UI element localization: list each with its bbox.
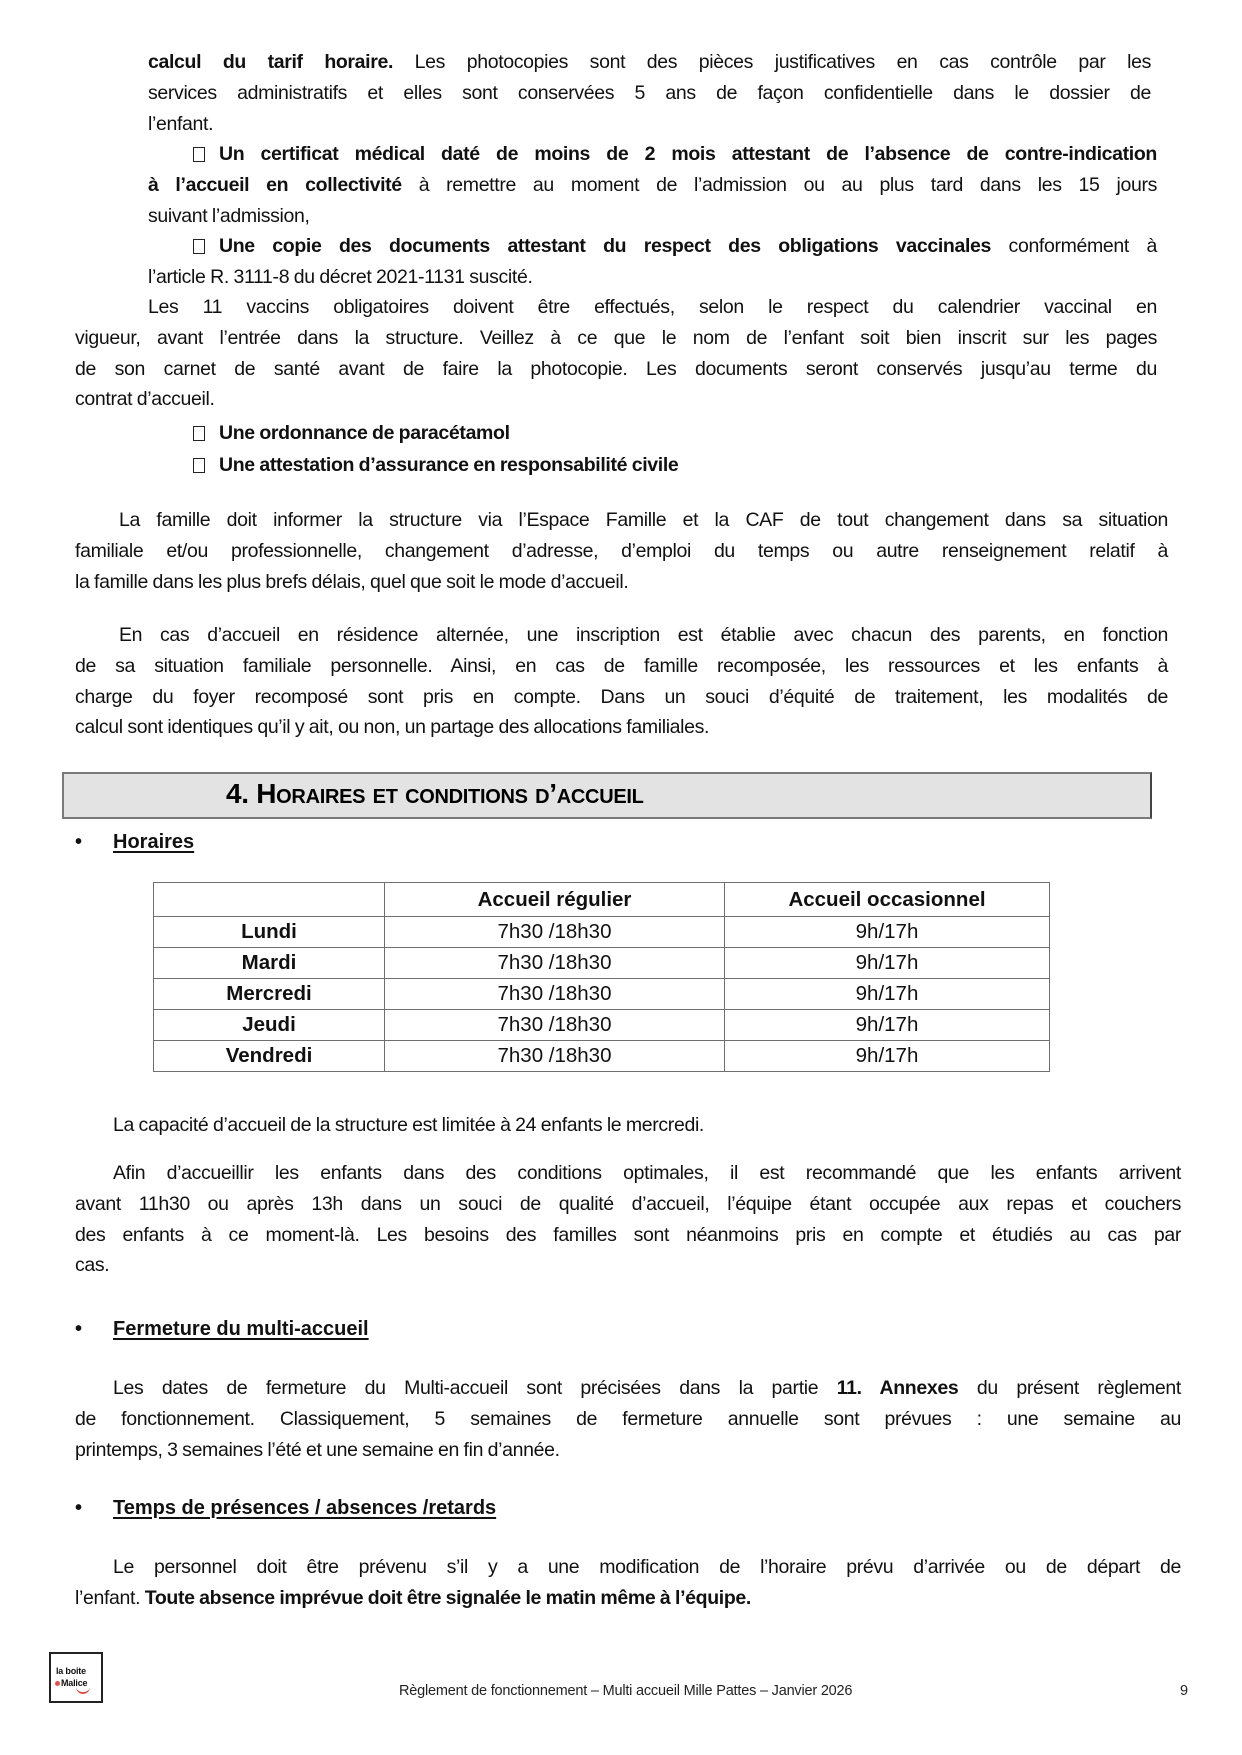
section-heading — [62, 772, 1152, 819]
bullet-icon: • — [75, 831, 83, 853]
family-paragraph: La famille doit informer la structure via l’Espace Famille et la CAF de tout changement dans sa situation familiale et/ou professionnelle, changement d’adresse, d’emploi du temps ou autre renseignement relatif à la famille dans les plus brefs délais, quel que soit le mode d’accueil. — [75, 509, 1168, 593]
arrival-paragraph: Afin d’accueillir les enfants dans des conditions optimales, il est recommandé que les enfants arrivent avant 11h30 ou après 13h dans un souci de qualité d’accueil, l’équipe étant occupée aux repas et couchers des enfants à ce moment-là. Les besoins des familles sont néanmoins pris en compte et étudiés au cas par cas. — [75, 1162, 1181, 1277]
table-header-occasional: Accueil occasionnel — [725, 883, 1050, 917]
occasional-hours-cell: 9h/17h — [725, 1041, 1050, 1072]
logo-text-line1: la boite — [56, 1666, 86, 1676]
occasional-hours-cell: 9h/17h — [725, 917, 1050, 948]
table-row — [154, 1010, 1050, 1041]
checkbox-icon[interactable] — [193, 426, 205, 441]
bullet-icon: • — [75, 1318, 83, 1340]
footer-text: Règlement de fonctionnement – Multi accueil Mille Pattes – Janvier 2026 — [399, 1683, 853, 1699]
footer-logo — [49, 1652, 103, 1703]
section-title: 4. Horaires et conditions d’accueil — [226, 778, 644, 809]
requirements-continued — [148, 47, 1151, 139]
vaccines-paragraph: Les 11 vaccins obligatoires doivent être effectués, selon le respect du calendrier vaccinal en vigueur, avant l’entrée dans la structure. Veillez à ce que le nom de l’enfant soit bien inscrit sur les pages de son carnet de santé avant de faire la photocopie. Les documents seront conservés jusqu’au terme du contrat d’accueil. — [75, 296, 1157, 411]
table-header-row — [154, 883, 1050, 917]
checkbox-icon[interactable] — [193, 458, 205, 473]
logo-text-line2: Malice — [61, 1678, 88, 1688]
regular-hours-cell: 7h30 /18h30 — [385, 948, 725, 979]
bullet-icon: • — [75, 1497, 83, 1519]
checklist-item-medical-certificate: Un certificat médical daté de moins de 2 mois attestant de l’absence de contre-indication à l’accueil en collectivité à remettre au moment de l’admission ou au plus tard dans les 15 jours suivant l’admission, — [148, 143, 1157, 227]
table-header-regular: Accueil régulier — [385, 883, 725, 917]
table-row — [154, 979, 1050, 1010]
table-row — [154, 1041, 1050, 1072]
logo-smile-icon — [76, 1687, 90, 1694]
day-cell: Mercredi — [154, 979, 385, 1010]
checkbox-icon[interactable] — [193, 239, 205, 254]
checklist-item-paracetamol: Une ordonnance de paracétamol — [193, 418, 993, 449]
checklist-item-vaccination-copy: Une copie des documents attestant du respect des obligations vaccinales conformément à l’article R. 3111-8 du décret 2021-1131 suscité. — [148, 235, 1157, 288]
text-line: l’enfant. — [148, 112, 214, 135]
page-number: 9 — [1180, 1683, 1189, 1699]
regular-hours-cell: 7h30 /18h30 — [385, 1041, 725, 1072]
table-row — [154, 917, 1050, 948]
subsection-title: Horaires — [113, 831, 195, 853]
checkbox-icon[interactable] — [193, 147, 205, 162]
day-cell: Lundi — [154, 917, 385, 948]
regular-hours-cell: 7h30 /18h30 — [385, 917, 725, 948]
occasional-hours-cell: 9h/17h — [725, 979, 1050, 1010]
day-cell: Mardi — [154, 948, 385, 979]
occasional-hours-cell: 9h/17h — [725, 1010, 1050, 1041]
text-line: calcul du tarif horaire. Les photocopies sont des pièces justificatives en cas contrôle par les — [148, 51, 1151, 73]
checklist-item-insurance: Une attestation d’assurance en responsabilité civile — [193, 450, 993, 481]
subsection-title: Temps de présences / absences /retards — [113, 1497, 497, 1519]
subsection-title: Fermeture du multi-accueil — [113, 1318, 369, 1340]
schedule-table — [153, 882, 1050, 1072]
table-row — [154, 948, 1050, 979]
closure-paragraph: Les dates de fermeture du Multi-accueil sont précisées dans la partie 11. Annexes du présent règlement de fonctionnement. Classiquement, 5 semaines de fermeture annuelle sont prévues : une semaine au printemps, 3 semaines l’été et une semaine en fin d’année. — [75, 1377, 1181, 1461]
regular-hours-cell: 7h30 /18h30 — [385, 979, 725, 1010]
alternate-residence-paragraph: En cas d’accueil en résidence alternée, une inscription est établie avec chacun des parents, en fonction de sa situation familiale personnelle. Ainsi, en cas de famille recomposée, les ressources et les enfants à charge du foyer recomposé sont pris en compte. Dans un souci d’équité de traitement, les modalités de calcul sont identiques qu’il y ait, ou non, un partage des allocations familiales. — [75, 624, 1168, 739]
day-cell: Vendredi — [154, 1041, 385, 1072]
table-header-empty — [154, 883, 385, 917]
capacity-paragraph: La capacité d’accueil de la structure est limitée à 24 enfants le mercredi. — [113, 1114, 704, 1136]
occasional-hours-cell: 9h/17h — [725, 948, 1050, 979]
text-line: services administratifs et elles sont conservées 5 ans de façon confidentielle dans le dossier de — [148, 81, 1151, 104]
regular-hours-cell: 7h30 /18h30 — [385, 1010, 725, 1041]
presence-paragraph: Le personnel doit être prévenu s’il y a une modification de l’horaire prévu d’arrivée ou de départ de l’enfant. Toute absence imprévue doit être signalée le matin même à l’équipe. — [75, 1556, 1181, 1609]
logo-dot-icon — [55, 1681, 60, 1686]
day-cell: Jeudi — [154, 1010, 385, 1041]
